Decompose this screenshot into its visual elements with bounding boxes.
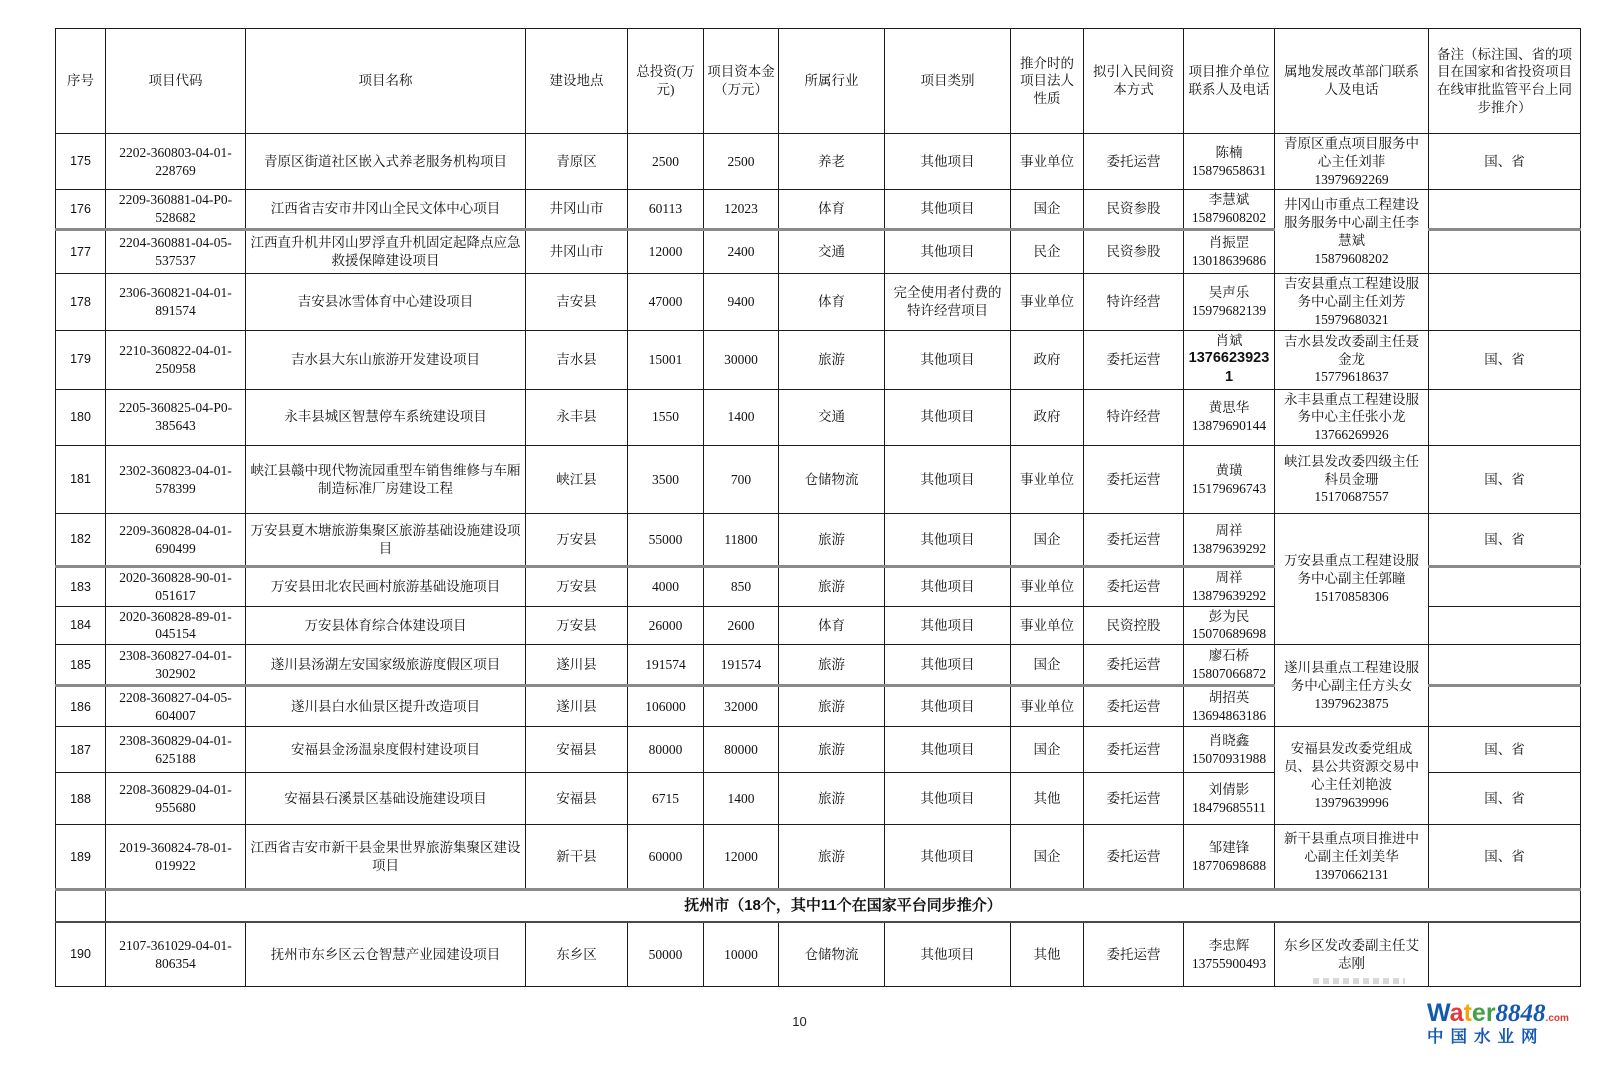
cell-method: 委托运营 [1084,134,1184,190]
cell-serial: 187 [56,727,106,773]
cell-remark: 国、省 [1429,330,1581,389]
cell-category: 其他项目 [885,727,1011,773]
cell-remark [1429,922,1581,987]
cell-industry: 旅游 [779,567,885,607]
cell-industry: 养老 [779,134,885,190]
cell-code: 2204-360881-04-05-537537 [106,230,246,274]
table-row-181 [56,446,1581,514]
cell-legal: 事业单位 [1011,134,1084,190]
cell-serial: 176 [56,190,106,230]
cell-contact [1184,922,1275,987]
cell-investment: 60113 [628,190,704,230]
local-contact-line: 吉安县重点工程建设服务中心副主任刘芳 [1284,276,1419,309]
cell-serial: 180 [56,389,106,445]
cell-category: 其他项目 [885,446,1011,514]
cell-method: 民资参股 [1084,190,1184,230]
cell-name: 安福县金汤温泉度假村建设项目 [246,727,526,773]
cell-remark [1429,686,1581,727]
cell-investment: 1550 [628,389,704,445]
cell-contact [1184,686,1275,727]
cell-investment: 106000 [628,686,704,727]
contact-phone: 15070689698 [1191,626,1267,642]
cell-serial: 179 [56,330,106,389]
cell-industry: 旅游 [779,645,885,686]
cell-serial: 186 [56,686,106,727]
cell-category: 其他项目 [885,514,1011,567]
cell-remark [1429,274,1581,330]
local-contact-line: 15170687557 [1314,489,1389,505]
cell-local-contact [1275,645,1429,727]
cell-industry: 体育 [779,190,885,230]
cell-industry: 仓储物流 [779,446,885,514]
cell-contact [1184,446,1275,514]
cell-local-contact [1275,274,1429,330]
cell-location: 井冈山市 [526,190,628,230]
cell-serial: 181 [56,446,106,514]
logo-dotcom: .com [1545,1013,1569,1024]
cell-location: 新干县 [526,825,628,890]
cell-serial: 178 [56,274,106,330]
cell-legal: 国企 [1011,190,1084,230]
cell-name: 万安县田北农民画村旅游基础设施项目 [246,567,526,607]
cell-location: 万安县 [526,567,628,607]
cell-legal: 政府 [1011,389,1084,445]
contact-name: 肖晓鑫 [1208,732,1250,748]
cell-investment: 12000 [628,230,704,274]
cell-method: 委托运营 [1084,645,1184,686]
cell-location: 万安县 [526,606,628,645]
cell-code: 2302-360823-04-01-578399 [106,446,246,514]
cell-capital: 1400 [704,389,779,445]
cell-industry: 旅游 [779,686,885,727]
cell-method: 委托运营 [1084,686,1184,727]
cell-legal: 国企 [1011,727,1084,773]
cell-code: 2020-360828-89-01-045154 [106,606,246,645]
col-header-contact: 项目推介单位联系人及电话 [1184,29,1275,134]
cell-name: 江西直升机井冈山罗浮直升机固定起降点应急救援保障建设项目 [246,230,526,274]
cell-contact [1184,606,1275,645]
cell-industry: 交通 [779,389,885,445]
contact-phone: 15879608202 [1191,210,1267,226]
cell-category: 其他项目 [885,922,1011,987]
cell-investment: 3500 [628,446,704,514]
local-contact-line: 东乡区发改委副主任艾志刚 [1284,937,1419,971]
cell-remark [1429,567,1581,607]
local-contact-line: 15170858306 [1314,589,1389,605]
cell-local-contact [1275,389,1429,445]
cell-remark [1429,389,1581,445]
cell-location: 青原区 [526,134,628,190]
cell-industry: 体育 [779,274,885,330]
cell-category: 其他项目 [885,686,1011,727]
cell-contact [1184,825,1275,890]
local-contact-line: 13766269926 [1314,427,1389,443]
cell-remark [1429,606,1581,645]
cell-serial: 183 [56,567,106,607]
col-header-code: 项目代码 [106,29,246,134]
cell-name: 青原区街道社区嵌入式养老服务机构项目 [246,134,526,190]
cell-legal: 国企 [1011,514,1084,567]
cell-method: 委托运营 [1084,330,1184,389]
cell-legal: 事业单位 [1011,274,1084,330]
cell-category: 其他项目 [885,825,1011,890]
logo-letter: e [1471,999,1486,1027]
cell-name: 吉安县冰雪体育中心建设项目 [246,274,526,330]
contact-phone: 13755900493 [1191,955,1267,971]
cell-capital: 850 [704,567,779,607]
cell-legal: 其他 [1011,922,1084,987]
cell-remark [1429,190,1581,230]
cell-method: 民资控股 [1084,606,1184,645]
cell-legal: 国企 [1011,645,1084,686]
cell-location: 峡江县 [526,446,628,514]
local-contact-line: 安福县发改委党组成员、县公共资源交易中心主任刘艳波13979639996 [1284,741,1419,810]
cell-category: 其他项目 [885,773,1011,825]
cell-category: 其他项目 [885,645,1011,686]
cell-location: 安福县 [526,773,628,825]
cell-legal: 事业单位 [1011,567,1084,607]
cell-local-contact [1275,922,1429,987]
contact-phone: 18479685511 [1192,799,1266,815]
cell-industry: 旅游 [779,825,885,890]
cell-remark: 国、省 [1429,446,1581,514]
contact-phone: 18770698688 [1191,857,1267,873]
logo-letter: a [1449,999,1464,1027]
cell-location: 井冈山市 [526,230,628,274]
cell-location: 东乡区 [526,922,628,987]
page-number: 10 [792,1014,807,1029]
table-row-182 [56,514,1581,567]
cell-location: 吉安县 [526,274,628,330]
logo-number: 8848 [1495,1000,1546,1027]
contact-name: 吴声乐 [1208,284,1250,300]
cell-capital: 12023 [704,190,779,230]
water8848-logo [1427,1001,1597,1046]
local-contact-line: 万安县重点工程建设服务中心副主任郭瞳 [1284,553,1419,587]
cell-method: 特许经营 [1084,389,1184,445]
logo-tagline: 中国水业网 [1427,1028,1545,1046]
cell-code: 2209-360881-04-P0-528682 [106,190,246,230]
cell-code: 2208-360827-04-05-604007 [106,686,246,727]
contact-name: 邹建锋 [1208,839,1250,855]
cell-name: 江西省吉安市新干县金果世界旅游集聚区建设项目 [246,825,526,890]
cell-industry: 旅游 [779,727,885,773]
table-row-175 [56,134,1581,190]
contact-phone: 15070931988 [1191,750,1267,766]
table-head [56,29,1581,134]
cell-local-contact [1275,190,1429,274]
cell-local-contact [1275,134,1429,190]
local-contact-line: 15779618637 [1314,369,1389,385]
cell-legal: 其他 [1011,773,1084,825]
cell-name: 峡江县赣中现代物流园重型车销售维修与车厢制造标准厂房建设工程 [246,446,526,514]
section-label: 抚州市（18个，其中11个在国家平台同步推介） [106,890,1581,922]
project-table [55,28,1581,987]
local-contact-line: 井冈山市重点工程建设服务服务中心副主任李慧斌 [1284,197,1419,248]
cell-contact [1184,514,1275,567]
table-body [56,134,1581,987]
col-header-industry: 所属行业 [779,29,885,134]
cell-code: 2306-360821-04-01-891574 [106,274,246,330]
cell-capital: 30000 [704,330,779,389]
cell-location: 吉水县 [526,330,628,389]
cell-remark: 国、省 [1429,514,1581,567]
cell-investment: 60000 [628,825,704,890]
cell-category: 其他项目 [885,230,1011,274]
cell-investment: 80000 [628,727,704,773]
cell-capital: 12000 [704,825,779,890]
cell-investment: 15001 [628,330,704,389]
cell-capital: 1400 [704,773,779,825]
cell-method: 委托运营 [1084,922,1184,987]
logo-letter: t [1463,999,1472,1027]
table-row-178 [56,274,1581,330]
cell-local-contact [1275,727,1429,825]
cell-location: 永丰县 [526,389,628,445]
cell-category: 其他项目 [885,389,1011,445]
cell-capital: 32000 [704,686,779,727]
cell-local-contact [1275,446,1429,514]
contact-phone: 13766239231 [1188,350,1270,386]
cell-name: 遂川县汤湖左安国家级旅游度假区项目 [246,645,526,686]
cell-remark: 国、省 [1429,825,1581,890]
cell-remark: 国、省 [1429,727,1581,773]
cell-location: 遂川县 [526,686,628,727]
contact-name: 廖石桥 [1208,647,1250,663]
contact-name: 肖斌 [1215,332,1243,348]
cell-location: 安福县 [526,727,628,773]
cell-section-serial [56,890,106,922]
col-header-investment: 总投资(万元) [628,29,704,134]
cell-remark [1429,645,1581,686]
local-contact-line: 15879608202 [1314,250,1389,266]
cell-contact [1184,727,1275,773]
cell-method: 委托运营 [1084,825,1184,890]
cell-local-contact [1275,514,1429,645]
table-row-187 [56,727,1581,773]
cell-capital: 191574 [704,645,779,686]
cell-serial: 189 [56,825,106,890]
col-header-local-contact: 属地发展改革部门联系人及电话 [1275,29,1429,134]
cell-local-contact [1275,330,1429,389]
cell-code: 2210-360822-04-01-250958 [106,330,246,389]
cell-capital: 2600 [704,606,779,645]
local-contact-line: 13979623875 [1314,695,1389,711]
cell-capital: 2400 [704,230,779,274]
cell-name: 万安县体育综合体建设项目 [246,606,526,645]
contact-phone: 15979682139 [1191,302,1267,318]
cell-serial: 184 [56,606,106,645]
cell-method: 委托运营 [1084,514,1184,567]
cell-investment: 26000 [628,606,704,645]
cell-remark [1429,230,1581,274]
cell-industry: 旅游 [779,330,885,389]
cell-capital: 700 [704,446,779,514]
table-row-189 [56,825,1581,890]
cell-code: 2209-360828-04-01-690499 [106,514,246,567]
cell-serial: 188 [56,773,106,825]
local-contact-line: 永丰县重点工程建设服务中心主任张小龙 [1284,391,1419,425]
contact-phone: 13018639686 [1191,253,1267,269]
cell-code: 2107-361029-04-01-806354 [106,922,246,987]
cell-industry: 仓储物流 [779,922,885,987]
contact-name: 周祥 [1215,570,1243,585]
cell-capital: 9400 [704,274,779,330]
cell-contact [1184,134,1275,190]
cell-investment: 4000 [628,567,704,607]
cell-code: 2205-360825-04-P0-385643 [106,389,246,445]
section-row [56,890,1581,922]
local-contact-line: 新干县重点项目推进中心副主任刘美华 [1284,831,1419,864]
cell-serial: 190 [56,922,106,987]
col-header-capital: 项目资本金（万元） [704,29,779,134]
local-contact-line: 吉水县发改委副主任聂金龙 [1284,333,1419,367]
contact-name: 李慧斌 [1208,192,1250,208]
cell-investment: 2500 [628,134,704,190]
cell-location: 遂川县 [526,645,628,686]
cell-name: 吉水县大东山旅游开发建设项目 [246,330,526,389]
col-header-name: 项目名称 [246,29,526,134]
cell-contact [1184,567,1275,607]
contact-phone: 13879639292 [1191,540,1267,556]
col-header-legal: 推介时的项目法人性质 [1011,29,1084,134]
cell-code: 2202-360803-04-01-228769 [106,134,246,190]
cell-contact [1184,274,1275,330]
cell-name: 永丰县城区智慧停车系统建设项目 [246,389,526,445]
cell-contact [1184,330,1275,389]
cell-investment: 50000 [628,922,704,987]
cell-code: 2308-360829-04-01-625188 [106,727,246,773]
cell-legal: 事业单位 [1011,606,1084,645]
contact-phone: 13879639292 [1191,587,1267,603]
cell-category: 其他项目 [885,330,1011,389]
local-contact-line: 13979692269 [1314,171,1389,187]
local-contact-line: 峡江县发改委四级主任科员金珊 [1284,453,1419,487]
cell-contact [1184,773,1275,825]
cell-code: 2208-360829-04-01-955680 [106,773,246,825]
cell-legal: 民企 [1011,230,1084,274]
contact-phone: 15879658631 [1191,162,1267,178]
cell-code: 2019-360824-78-01-019922 [106,825,246,890]
local-contact-line: 青原区重点项目服务中心主任刘菲 [1284,136,1419,169]
table-row-176 [56,190,1581,230]
cell-industry: 体育 [779,606,885,645]
cell-category: 其他项目 [885,606,1011,645]
local-contact-line: 13970662131 [1314,866,1389,882]
cell-serial: 175 [56,134,106,190]
contact-phone: 13879690144 [1191,418,1267,434]
cell-name: 遂川县白水仙景区提升改造项目 [246,686,526,727]
cell-name: 万安县夏木塘旅游集聚区旅游基础设施建设项目 [246,514,526,567]
contact-name: 刘倩影 [1208,781,1250,797]
cell-capital: 80000 [704,727,779,773]
cell-investment: 191574 [628,645,704,686]
logo-wordmark [1427,1001,1597,1026]
cell-method: 特许经营 [1084,274,1184,330]
cell-name: 江西省吉安市井冈山全民文体中心项目 [246,190,526,230]
cell-contact [1184,645,1275,686]
cell-category: 完全使用者付费的特许经营项目 [885,274,1011,330]
contact-name: 彭为民 [1208,608,1250,624]
cell-legal: 事业单位 [1011,446,1084,514]
cell-investment: 6715 [628,773,704,825]
table-row-190 [56,922,1581,987]
cell-industry: 交通 [779,230,885,274]
cell-name: 抚州市东乡区云仓智慧产业园建设项目 [246,922,526,987]
contact-name: 黄璜 [1215,462,1243,478]
local-contact-line: 遂川县重点工程建设服务中心副主任方头女 [1284,660,1419,693]
cell-legal: 事业单位 [1011,686,1084,727]
contact-name: 李忠辉 [1208,937,1250,953]
cell-location: 万安县 [526,514,628,567]
cell-method: 委托运营 [1084,727,1184,773]
cell-contact [1184,389,1275,445]
cell-capital: 11800 [704,514,779,567]
contact-name: 黄思华 [1208,400,1250,416]
contact-name: 周祥 [1215,522,1243,538]
cell-code: 2020-360828-90-01-051617 [106,567,246,607]
local-contact-line: 15979680321 [1314,311,1389,327]
cell-name: 安福县石溪景区基础设施建设项目 [246,773,526,825]
cell-legal: 国企 [1011,825,1084,890]
cell-contact [1184,230,1275,274]
contact-name: 肖振罡 [1208,235,1250,251]
cell-code: 2308-360827-04-01-302902 [106,645,246,686]
cutoff-text-sliver [1313,978,1405,984]
logo-letter: W [1427,999,1450,1027]
cell-contact [1184,190,1275,230]
cell-method: 委托运营 [1084,446,1184,514]
contact-name: 胡招英 [1208,689,1250,705]
table-row-179 [56,330,1581,389]
cell-category: 其他项目 [885,134,1011,190]
cell-serial: 177 [56,230,106,274]
cell-capital: 2500 [704,134,779,190]
cell-industry: 旅游 [779,773,885,825]
cell-legal: 政府 [1011,330,1084,389]
cell-capital: 10000 [704,922,779,987]
cell-remark: 国、省 [1429,134,1581,190]
table-row-180 [56,389,1581,445]
cell-investment: 47000 [628,274,704,330]
logo-water-letters [1427,999,1496,1027]
cell-local-contact [1275,825,1429,890]
cell-method: 委托运营 [1084,773,1184,825]
contact-name: 陈楠 [1215,144,1243,160]
contact-phone: 13694863186 [1191,707,1267,723]
cell-serial: 182 [56,514,106,567]
cell-category: 其他项目 [885,190,1011,230]
col-header-serial: 序号 [56,29,106,134]
cell-remark: 国、省 [1429,773,1581,825]
cell-industry: 旅游 [779,514,885,567]
cell-method: 民资参股 [1084,230,1184,274]
logo-letter: r [1485,999,1496,1027]
cell-method: 委托运营 [1084,567,1184,607]
col-header-category: 项目类别 [885,29,1011,134]
cell-category: 其他项目 [885,567,1011,607]
col-header-location: 建设地点 [526,29,628,134]
cell-serial: 185 [56,645,106,686]
col-header-remark: 备注（标注国、省的项目在国家和省投资项目在线审批监管平台上同步推介） [1429,29,1581,134]
contact-phone: 15179696743 [1191,480,1267,496]
table-row-185 [56,645,1581,686]
contact-phone: 15807066872 [1191,665,1267,681]
col-header-method: 拟引入民间资本方式 [1084,29,1184,134]
cell-investment: 55000 [628,514,704,567]
